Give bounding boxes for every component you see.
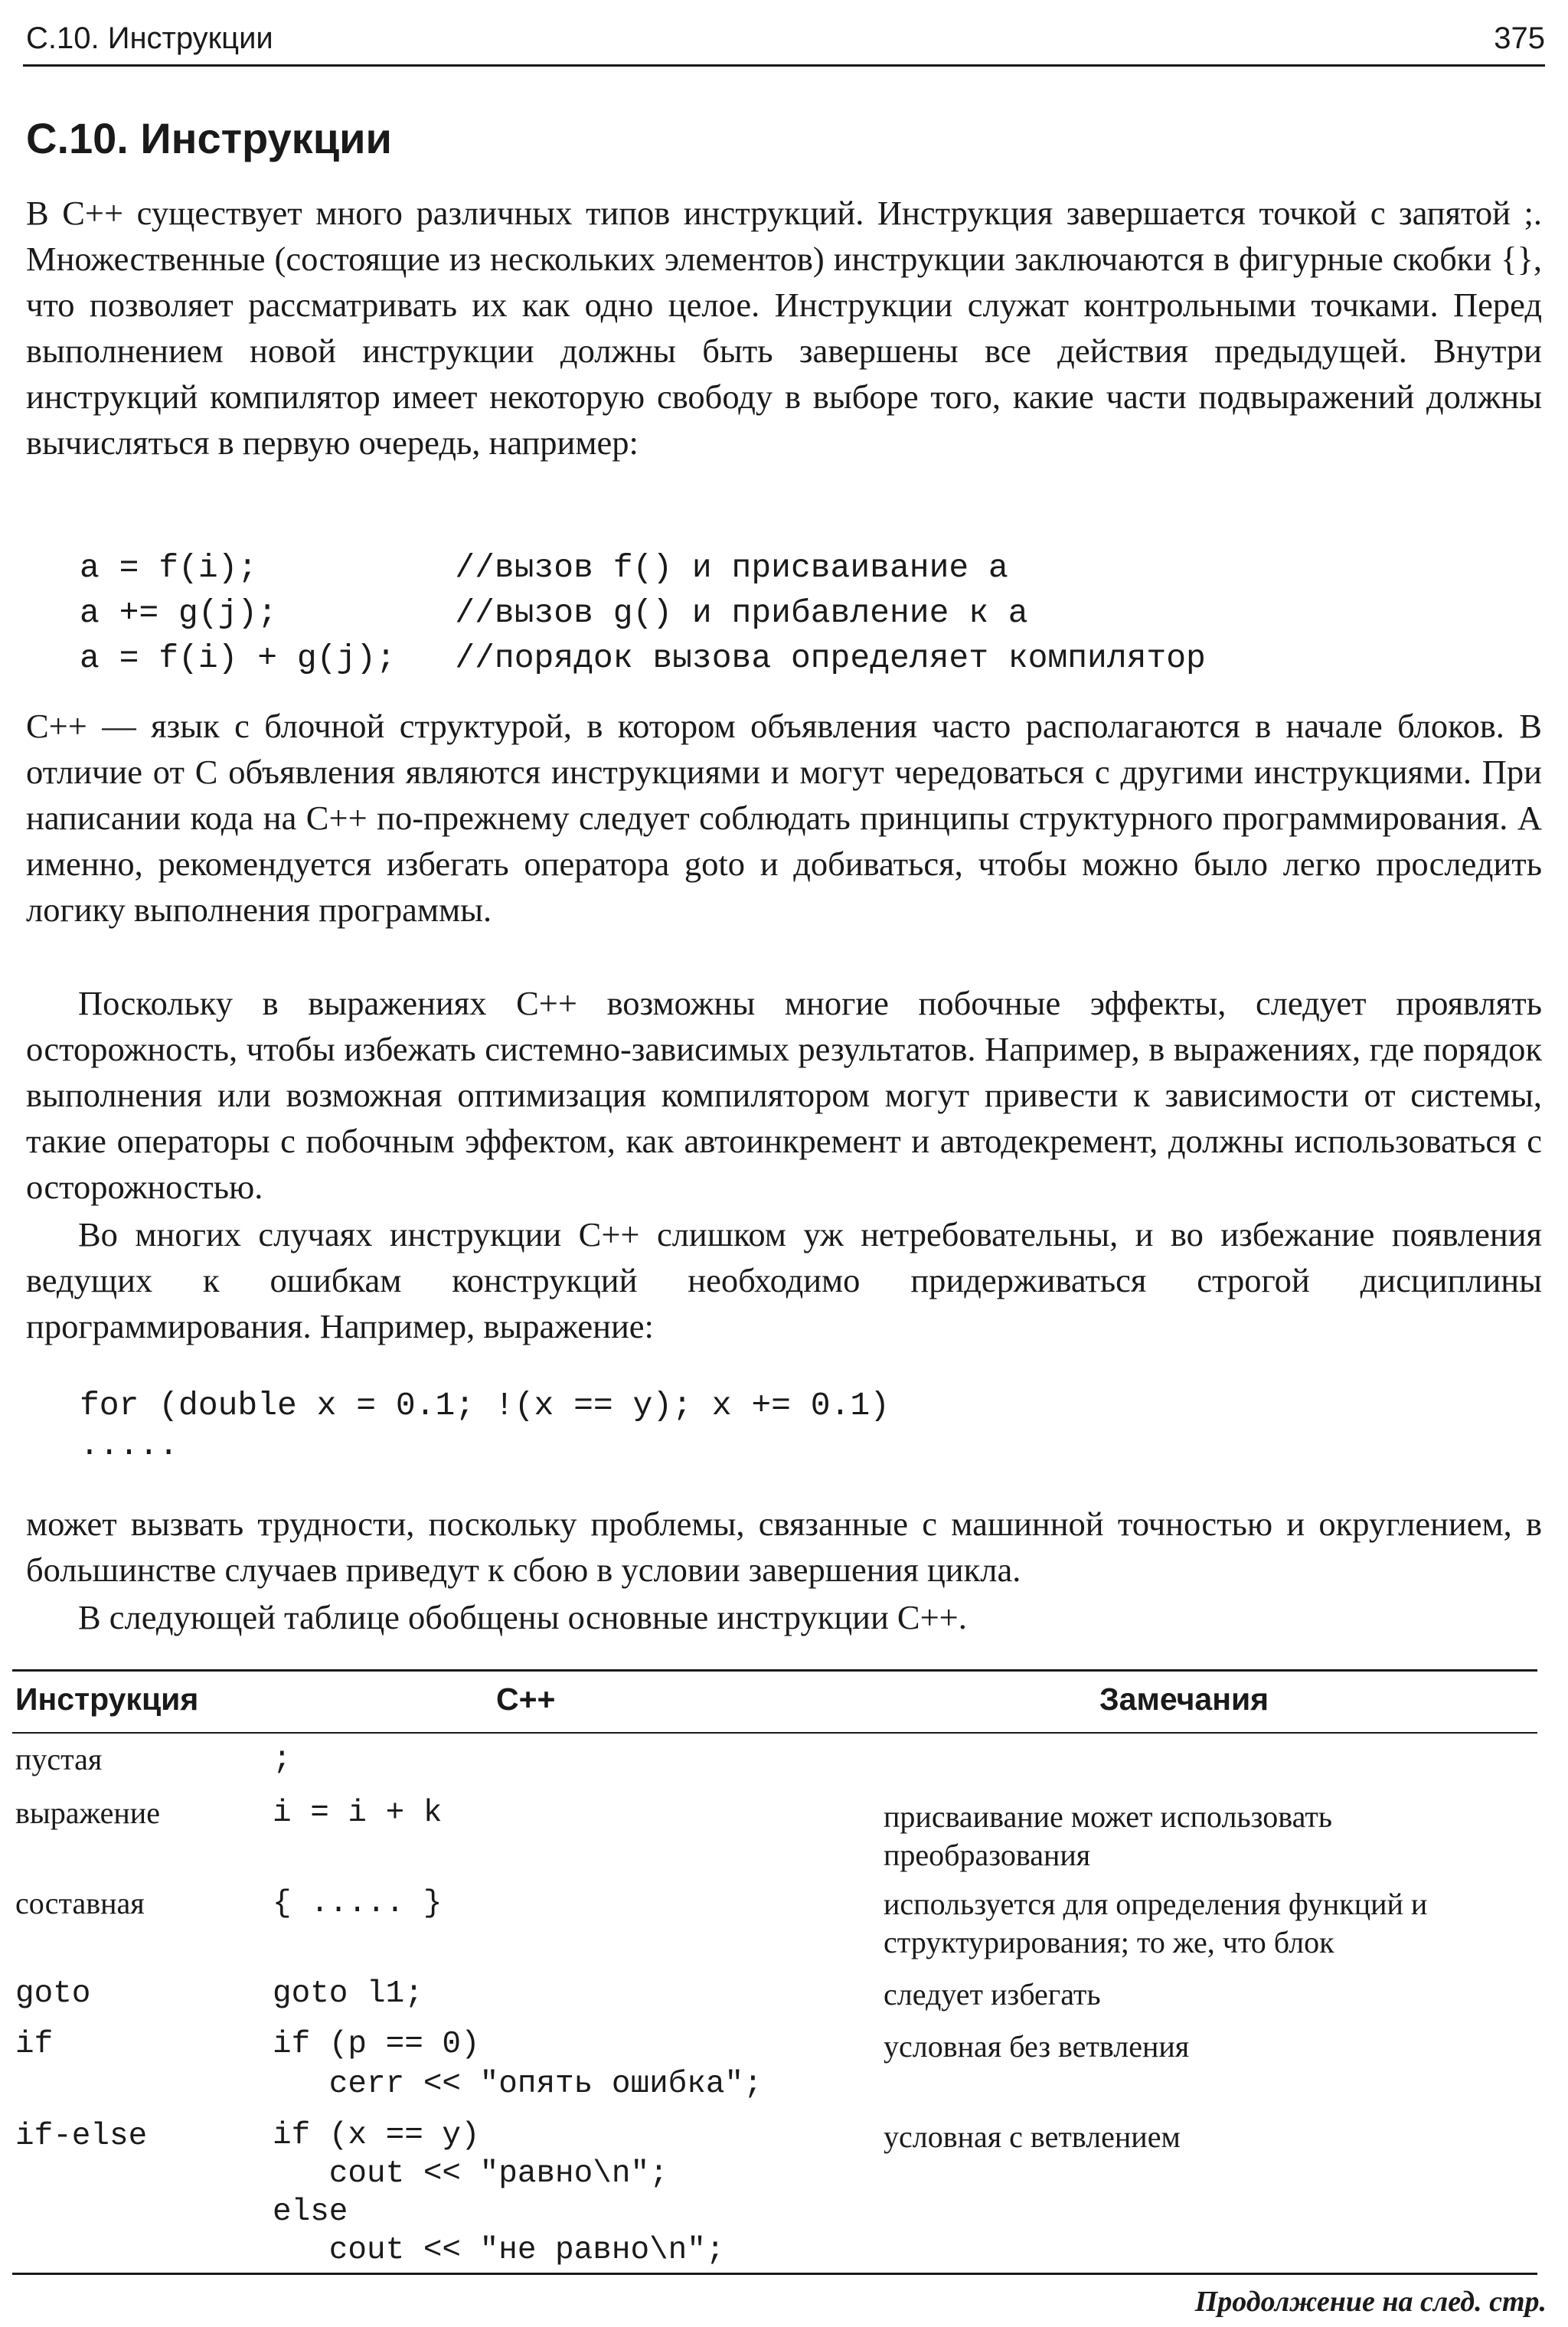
table-cell-code: if (p == 0) cerr << "опять ошибка"; — [273, 2027, 763, 2102]
table-cell-code: goto l1; — [273, 1976, 423, 2012]
table-cell-remark: используется для определения функций и структурирования; то же, что блок — [884, 1887, 1428, 1959]
table-cell-code: i = i + k — [273, 1796, 443, 1831]
paragraph-intro: В C++ существует много различных типов инструкций. Инструкция завершается точкой с запятой ;. Множественные (состоящие из нескольких элементов) инструкции заключаются в фигурные скобки {}, что позволяет рассматривать их как одно целое. Инструкции служат контрольными точками. Перед выполнением новой инструкции должны быть завершены все действия предыдущей. Внутри инструкций компилятор имеет некоторую свободу в выборе того, какие части подвыражений должны вычисляться в первую очередь, например: — [26, 194, 1542, 462]
table-cell-instruction: составная — [15, 1886, 145, 1920]
paragraph-table-intro: В следующей таблице обобщены основные инструкции C++. — [78, 1598, 967, 1636]
table-cell-instruction: пустая — [15, 1742, 103, 1776]
table-cell-instruction: goto — [15, 1976, 91, 2012]
paragraph-side-effects: Поскольку в выражениях C++ возможны многие побочные эффекты, следует проявлять осторожность, чтобы избежать системно-зависимых результатов. Например, в выражениях, где порядок выполнения или возможная оптимизация компилятором могут привести к зависимости от системы, такие операторы с побочным эффектом, как автоинкремент и автодекремент, должны использоваться с осторожностью. — [26, 984, 1542, 1206]
table-header-cpp: C++ — [496, 1682, 556, 1717]
table-cell-instruction: if — [15, 2027, 54, 2062]
table-header-rule — [12, 1732, 1537, 1734]
table-cell-code: if (x == y) cout << "равно\n"; else cout << "не равно\n"; — [273, 2118, 725, 2268]
table-cell-code: ; — [273, 1742, 292, 1777]
code-block-for-loop: for (double x = 0.1; !(x == y); x += 0.1) ..... — [80, 1387, 890, 1464]
table-bottom-rule — [12, 2273, 1537, 2275]
table-cell-remark: условная без ветвления — [884, 2029, 1190, 2064]
section-title: C.10. Инструкции — [26, 114, 392, 162]
paragraph-block-structure: C++ — язык с блочной структурой, в котором объявления часто располагаются в начале блоков. В отличие от C объявления являются инструкциями и могут чередоваться с другими инструкциями. При написании кода на C++ по-прежнему следует соблюдать принципы структурного программирования. А именно, рекомендуется избегать оператора goto и добиваться, чтобы можно было легко проследить логику выполнения программы. — [26, 707, 1542, 929]
table-cell-code: { ..... } — [273, 1886, 443, 1921]
running-title: C.10. Инструкции — [26, 21, 273, 55]
paragraph-discipline: Во многих случаях инструкции C++ слишком уж нетребовательны, и во избежание появления ведущих к ошибкам конструкций необходимо придерживаться строгой дисциплины программирования. Например, выражение: — [26, 1215, 1542, 1345]
code-block-expressions: a = f(i); //вызов f() и присваивание a a += g(j); //вызов g() и прибавление к a a = f(i) + g(j); //порядок вызова определяет компилятор — [80, 549, 1206, 677]
table-header-remarks: Замечания — [1099, 1682, 1269, 1717]
table-top-rule — [12, 1669, 1537, 1672]
table-cell-remark: условная с ветвлением — [884, 2119, 1181, 2154]
header-rule — [23, 64, 1545, 67]
table-cell-remark: следует избегать — [884, 1977, 1101, 2012]
table-cell-instruction: выражение — [15, 1796, 160, 1830]
table-cell-remark: присваивание может использовать преобразования — [884, 1799, 1333, 1872]
paragraph-precision: может вызвать трудности, поскольку проблемы, связанные с машинной точностью и округлением, в большинстве случаев приведут к сбою в условии завершения цикла. — [26, 1505, 1542, 1589]
continuation-note: Продолжение на след. стр. — [1194, 2286, 1547, 2318]
page-number: 375 — [1494, 21, 1545, 55]
table-cell-instruction: if-else — [15, 2119, 148, 2154]
table-header-instruction: Инструкция — [15, 1682, 199, 1717]
